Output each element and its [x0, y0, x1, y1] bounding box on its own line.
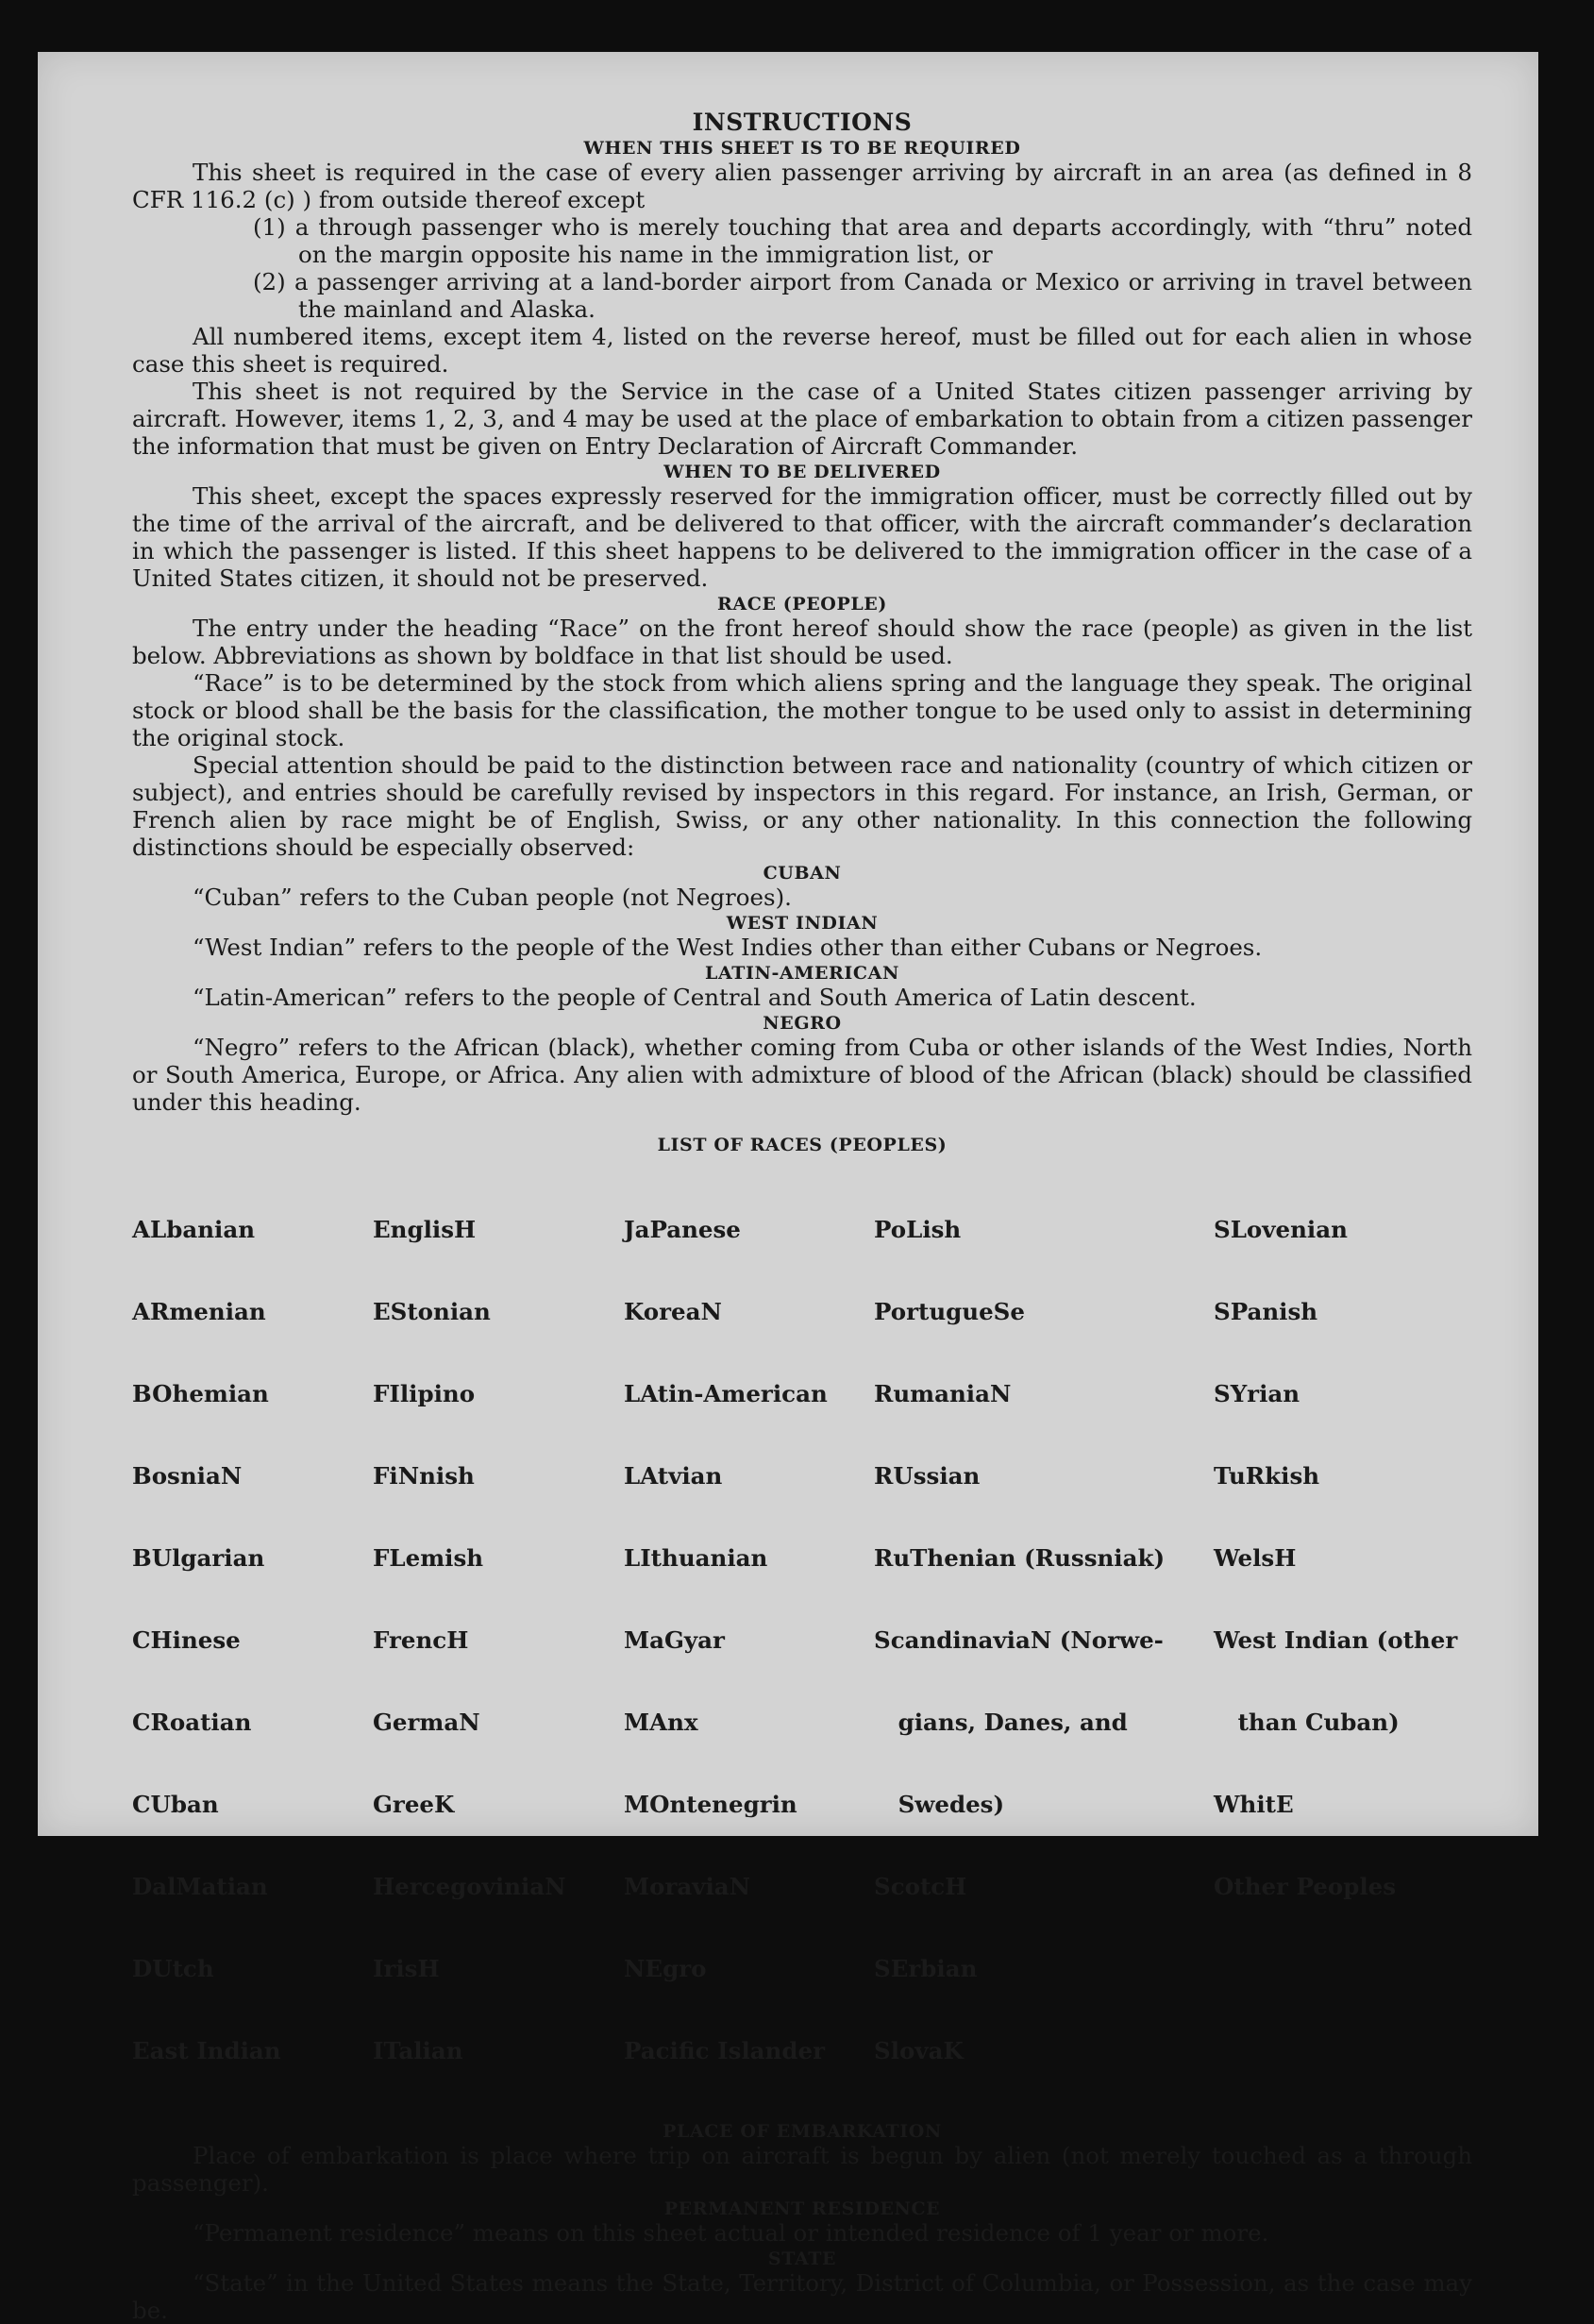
races-column	[132, 1161, 373, 2119]
race-entry: Pacific Islander	[624, 2037, 825, 2064]
heading-latin-american: LATIN-AMERICAN	[705, 963, 899, 984]
race-entry: ALbanian	[132, 1216, 256, 1243]
races-column	[1214, 1161, 1472, 2119]
race-entry: EStonian	[373, 1298, 491, 1325]
paragraph: Special attention should be paid to the distinction between race and nationality (country of which citizen or subject), and entries should be carefully revised by inspectors in this regard. For instance, an Irish, German, or French alien by race might be of English, Swiss, or any other nationality. In this connection the following distinctions should be especially observed:	[132, 751, 1472, 861]
race-entry: BUlgarian	[132, 1544, 265, 1572]
race-entry: IrisH	[373, 1955, 440, 1982]
paragraph: The entry under the heading “Race” on the front hereof should show the race (people) as given in the list below. Abbreviations as shown by boldface in that list should be used.	[132, 615, 1472, 669]
heading-state: STATE	[767, 2248, 837, 2269]
paragraph: “State” in the United States means the State, Territory, District of Columbia, or Possession, as the case may be.	[132, 2269, 1472, 2324]
heading-race: RACE (PEOPLE)	[717, 594, 887, 615]
race-entry: WelsH	[1214, 1544, 1297, 1572]
race-entry: FLemish	[373, 1544, 484, 1572]
race-entry: West Indian (other	[1214, 1626, 1458, 1654]
race-entry: LAtin-American	[624, 1380, 828, 1407]
paragraph: “Permanent residence” means on this sheet actual or intended residence of 1 year or more.	[193, 2219, 1269, 2247]
race-entry: TuRkish	[1214, 1462, 1320, 1490]
race-entry: HercegoviniaN	[373, 1873, 566, 1900]
heading-cuban: CUBAN	[763, 863, 842, 884]
race-entry: SPanish	[1214, 1298, 1318, 1325]
heading-when-required: WHEN THIS SHEET IS TO BE REQUIRED	[583, 138, 1021, 159]
paragraph: Place of embarkation is place where trip on aircraft is begun by alien (not merely touched as a through passenger).	[132, 2142, 1472, 2197]
paragraph: “Cuban” refers to the Cuban people (not Negroes).	[193, 884, 792, 911]
race-entry: ScotcH	[874, 1873, 967, 1900]
race-entry: than Cuban)	[1214, 1709, 1400, 1736]
heading-list-of-races: LIST OF RACES (PEOPLES)	[657, 1135, 948, 1155]
race-entry: FrencH	[373, 1626, 469, 1654]
paragraph: “Race” is to be determined by the stock from which aliens spring and the language they speak. The original stock or blood shall be the basis for the classification, the mother tongue to be used only to assist in determining the original stock.	[132, 669, 1472, 751]
race-entry: DalMatian	[132, 1873, 268, 1900]
heading-negro: NEGRO	[763, 1013, 842, 1034]
race-entry: RumaniaN	[874, 1380, 1012, 1407]
paragraph: This sheet is required in the case of every alien passenger arriving by aircraft in an area (as defined in 8 CFR 116.2 (c) ) from outside thereof except	[132, 159, 1472, 213]
document-sheet	[38, 52, 1538, 2324]
race-entry: LIthuanian	[624, 1544, 768, 1572]
race-entry: SErbian	[874, 1955, 978, 1982]
race-entry: DUtch	[132, 1955, 214, 1982]
race-entry: SYrian	[1214, 1380, 1300, 1407]
paragraph: This sheet is not required by the Service in the case of a United States citizen passenger arriving by aircraft. However, items 1, 2, 3, and 4 may be used at the place of embarkation to obtain from a citizen passenger the information that must be given on Entry Declaration of Aircraft Commander.	[132, 378, 1472, 460]
race-entry: PortugueSe	[874, 1298, 1025, 1325]
paragraph: “West Indian” refers to the people of the West Indies other than either Cubans or Negroes.	[193, 934, 1263, 961]
list-item: (1) a through passenger who is merely touching that area and departs accordingly, with “thru” noted on the margin opposite his name in the immigration list, or	[253, 213, 1472, 268]
race-entry: Swedes)	[874, 1791, 1005, 1818]
race-entry: MOntenegrin	[624, 1791, 797, 1818]
heading-when-delivered: WHEN TO BE DELIVERED	[663, 462, 941, 482]
races-column	[373, 1161, 624, 2119]
race-entry: gians, Danes, and	[874, 1709, 1128, 1736]
race-entry: CUban	[132, 1791, 219, 1818]
list-item: (2) a passenger arriving at a land-border airport from Canada or Mexico or arriving in travel between the mainland and Alaska.	[253, 268, 1472, 323]
race-entry: BOhemian	[132, 1380, 269, 1407]
race-entry: East Indian	[132, 2037, 281, 2064]
race-entry: Other Peoples	[1214, 1873, 1397, 1900]
instructions-content	[132, 109, 1472, 2324]
race-entry: CRoatian	[132, 1709, 252, 1736]
race-entry: PoLish	[874, 1216, 962, 1243]
race-entry: ARmenian	[132, 1298, 266, 1325]
race-entry: MAnx	[624, 1709, 698, 1736]
races-list	[132, 1161, 1472, 2119]
race-entry: BosniaN	[132, 1462, 243, 1490]
race-entry: ITalian	[373, 2037, 463, 2064]
heading-place-of-embarkation: PLACE OF EMBARKATION	[663, 2121, 942, 2142]
paragraph: “Negro” refers to the African (black), whether coming from Cuba or other islands of the West Indies, North or South America, Europe, or Africa. Any alien with admixture of blood of the African (black) should be classified under this heading.	[132, 1034, 1472, 1116]
heading-permanent-residence: PERMANENT RESIDENCE	[663, 2198, 941, 2219]
race-entry: ScandinaviaN (Norwe-	[874, 1626, 1164, 1654]
race-entry: GreeK	[373, 1791, 455, 1818]
race-entry: MaGyar	[624, 1626, 725, 1654]
race-entry: GermaN	[373, 1709, 480, 1736]
race-entry: JaPanese	[624, 1216, 741, 1243]
race-entry: SlovaK	[874, 2037, 964, 2064]
race-entry: FiNnish	[373, 1462, 475, 1490]
races-column	[874, 1161, 1214, 2119]
races-column	[624, 1161, 874, 2119]
race-entry: KoreaN	[624, 1298, 722, 1325]
race-entry: SLovenian	[1214, 1216, 1348, 1243]
paragraph: All numbered items, except item 4, listed on the reverse hereof, must be filled out for each alien in whose case this sheet is required.	[132, 323, 1472, 378]
paragraph: This sheet, except the spaces expressly reserved for the immigration officer, must be correctly filled out by the time of the arrival of the aircraft, and be delivered to that officer, with the aircraft commander’s declaration in which the passenger is listed. If this sheet happens to be delivered to the immigration officer in the case of a United States citizen, it should not be preserved.	[132, 482, 1472, 592]
race-entry: FIlipino	[373, 1380, 476, 1407]
race-entry: WhitE	[1214, 1791, 1294, 1818]
race-entry: EnglisH	[373, 1216, 477, 1243]
paragraph: “Latin-American” refers to the people of Central and South America of Latin descent.	[193, 984, 1197, 1011]
race-entry: RUssian	[874, 1462, 981, 1490]
race-entry: MoraviaN	[624, 1873, 751, 1900]
race-entry: RuThenian (Russniak)	[874, 1544, 1166, 1572]
race-entry: NEgro	[624, 1955, 707, 1982]
heading-west-indian: WEST INDIAN	[726, 913, 879, 934]
race-entry: CHinese	[132, 1626, 241, 1654]
race-entry: LAtvian	[624, 1462, 723, 1490]
page-title: INSTRUCTIONS	[692, 109, 913, 136]
